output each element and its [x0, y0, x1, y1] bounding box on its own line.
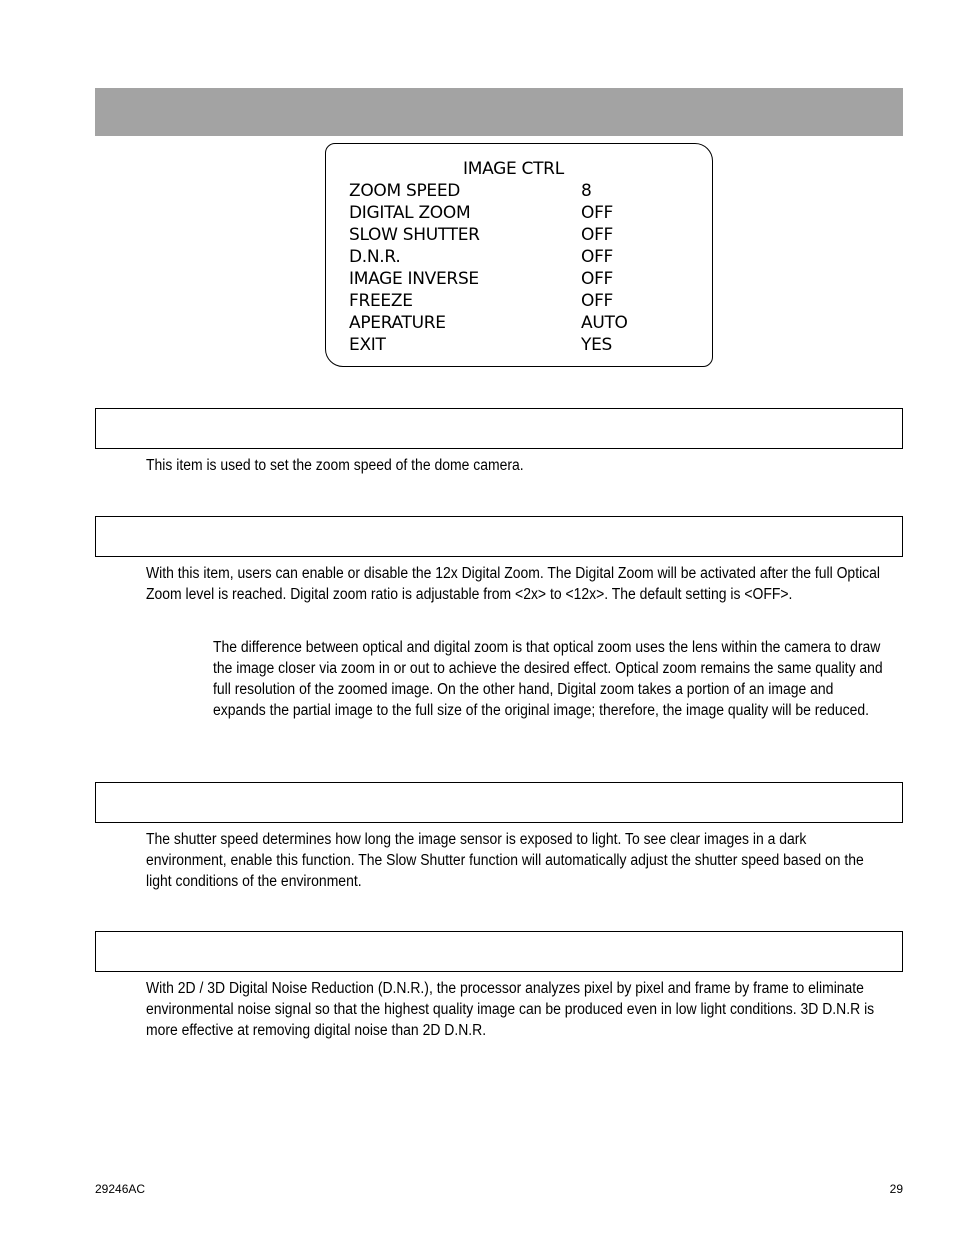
- osd-row-value: 8: [581, 181, 592, 201]
- footer-page-number: 29: [889, 1182, 903, 1196]
- dnr-description: With 2D / 3D Digital Noise Reduction (D.N.R.), the processor analyzes pixel by pixel and frame by frame to eliminate environmental noise signal so that the highest quality image can be produced even in low light conditions. 3D D.N.R is more effective at removing digital noise than 2D D.N.R.: [146, 980, 875, 1039]
- section-heading-box-slow-shutter: [95, 782, 903, 823]
- osd-row-value: OFF: [581, 225, 614, 245]
- osd-row-dnr: [349, 247, 689, 269]
- osd-row-label: EXIT: [349, 335, 386, 355]
- osd-row-digital-zoom: [349, 203, 689, 225]
- osd-row-value: AUTO: [581, 313, 628, 333]
- osd-row-label: D.N.R.: [349, 247, 401, 267]
- osd-row-value: YES: [581, 335, 613, 355]
- osd-row-exit: [349, 335, 689, 357]
- osd-row-zoom-speed: [349, 181, 689, 203]
- slow-shutter-description: The shutter speed determines how long the image sensor is exposed to light. To see clear images in a dark environment, enable this function. The Slow Shutter function will automatically adjust the shutter speed based on the light conditions of the environment.: [146, 831, 864, 890]
- osd-row-label: DIGITAL ZOOM: [349, 203, 471, 223]
- osd-row-label: APERATURE: [349, 313, 446, 333]
- osd-menu-title: IMAGE CTRL: [463, 159, 564, 179]
- zoom-speed-description: This item is used to set the zoom speed of the dome camera.: [146, 457, 524, 474]
- osd-row-value: OFF: [581, 269, 614, 289]
- digital-zoom-description: With this item, users can enable or disable the 12x Digital Zoom. The Digital Zoom will be activated after the full Optical Zoom level is reached. Digital zoom ratio is adjustable from <2x> to <12x>. The default setting is <OFF>.: [146, 565, 881, 603]
- osd-row-value: OFF: [581, 247, 614, 267]
- osd-row-label: ZOOM SPEED: [349, 181, 461, 201]
- osd-menu-image-ctrl: [325, 143, 713, 367]
- osd-row-slow-shutter: [349, 225, 689, 247]
- osd-row-label: FREEZE: [349, 291, 413, 311]
- osd-row-value: OFF: [581, 291, 614, 311]
- footer-doc-number: 29246AC: [95, 1182, 146, 1196]
- osd-row-freeze: [349, 291, 689, 313]
- osd-row-label: IMAGE INVERSE: [349, 269, 479, 289]
- section-heading-box-dnr: [95, 931, 903, 972]
- section-heading-box-zoom-speed: [95, 408, 903, 449]
- section-heading-box-digital-zoom: [95, 516, 903, 557]
- osd-row-aperature: [349, 313, 689, 335]
- osd-row-image-inverse: [349, 269, 689, 291]
- digital-zoom-note: The difference between optical and digital zoom is that optical zoom uses the lens within the camera to draw the image closer via zoom in or out to achieve the desired effect. Optical zoom remains the same quality and full resolution of the zoomed image. On the other hand, Digital zoom takes a portion of an image and expands the partial image to the full size of the original image; therefore, the image quality will be reduced.: [213, 639, 883, 719]
- osd-row-value: OFF: [581, 203, 614, 223]
- header-band: [95, 88, 903, 136]
- osd-row-label: SLOW SHUTTER: [349, 225, 480, 245]
